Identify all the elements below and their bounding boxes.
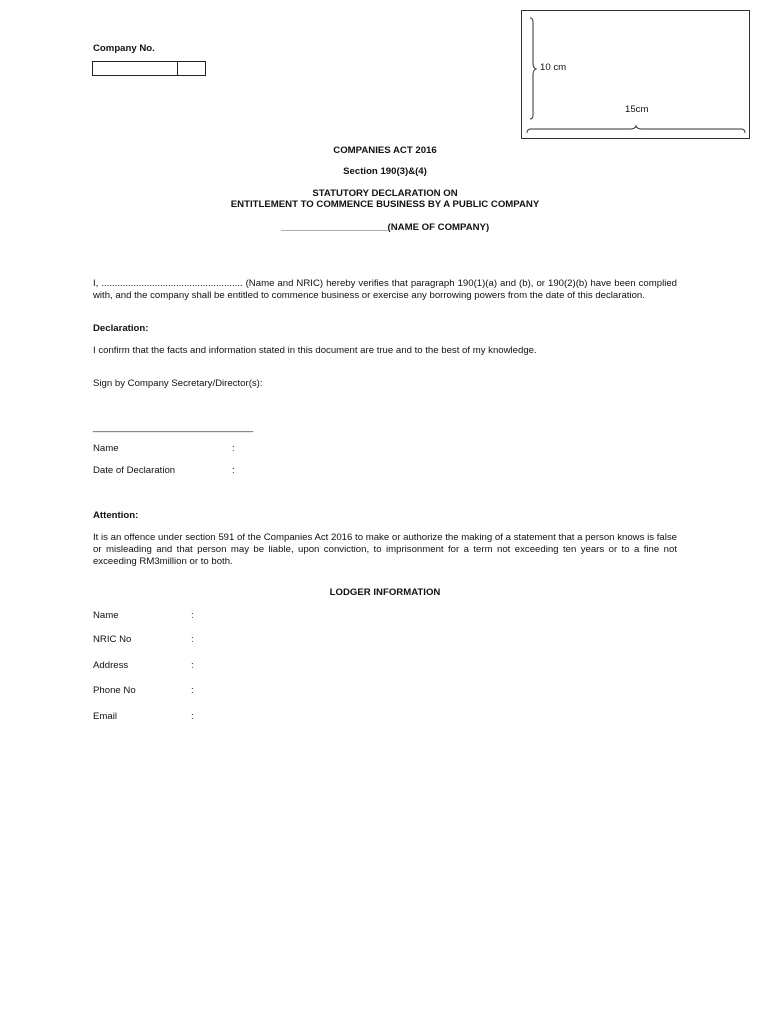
attention-text: It is an offence under section 591 of the Companies Act 2016 to make or authorize the making of a statement that a person knows is false or misleading and that person may be liable, upon conviction, to imprisonment for a term not exceeding ten years or to a fine not exceeding RM3million or to both. [93,532,677,567]
declaration-title-line1: STATUTORY DECLARATION ON [312,188,458,199]
verification-paragraph: I, ..................................................... (Name and NRIC) hereby verifies that paragraph 190(1)(a) and (b), or 190(2)(b) have been complied with, and the company shall be entitled to commence business or exercise any borrowing powers from the date of this declaration. [93,278,677,301]
company-no-label: Company No. [93,43,155,54]
declarant-name-colon: : [232,443,235,454]
lodger-address-label: Address [93,660,129,671]
declaration-title-line2: ENTITLEMENT TO COMMENCE BUSINESS BY A PUBLIC COMPANY [230,199,540,210]
stamp-height-label: 10 cm [540,62,567,73]
sign-instruction: Sign by Company Secretary/Director(s): [93,378,263,389]
lodger-name-colon: : [191,610,194,621]
declaration-text: I confirm that the facts and information stated in this document are true and to the best of my knowledge. [93,345,537,356]
company-no-field[interactable] [92,61,206,76]
declaration-date-label: Date of Declaration [93,465,176,476]
lodger-email-label: Email [93,711,117,722]
declaration-date-colon: : [232,465,235,476]
lodger-nric-colon: : [191,634,194,645]
dimension-brackets [522,11,751,140]
lodger-nric-label: NRIC No [93,634,132,645]
declaration-heading: Declaration: [93,323,149,334]
lodger-phone-label: Phone No [93,685,136,696]
company-name-line: ____________________(NAME OF COMPANY) [280,222,490,233]
stamp-width-label: 15cm [625,104,649,115]
declarant-name-label: Name [93,443,119,454]
lodger-address-colon: : [191,660,194,671]
lodger-name-label: Name [93,610,119,621]
lodger-phone-colon: : [191,685,194,696]
attention-heading: Attention: [93,510,139,521]
company-no-divider [177,62,178,75]
signature-line[interactable]: ______________________________ [93,422,254,433]
stamp-box [521,10,750,139]
act-title: COMPANIES ACT 2016 [333,145,437,156]
section-title: Section 190(3)&(4) [343,166,427,177]
lodger-email-colon: : [191,711,194,722]
lodger-heading: LODGER INFORMATION [329,587,441,598]
